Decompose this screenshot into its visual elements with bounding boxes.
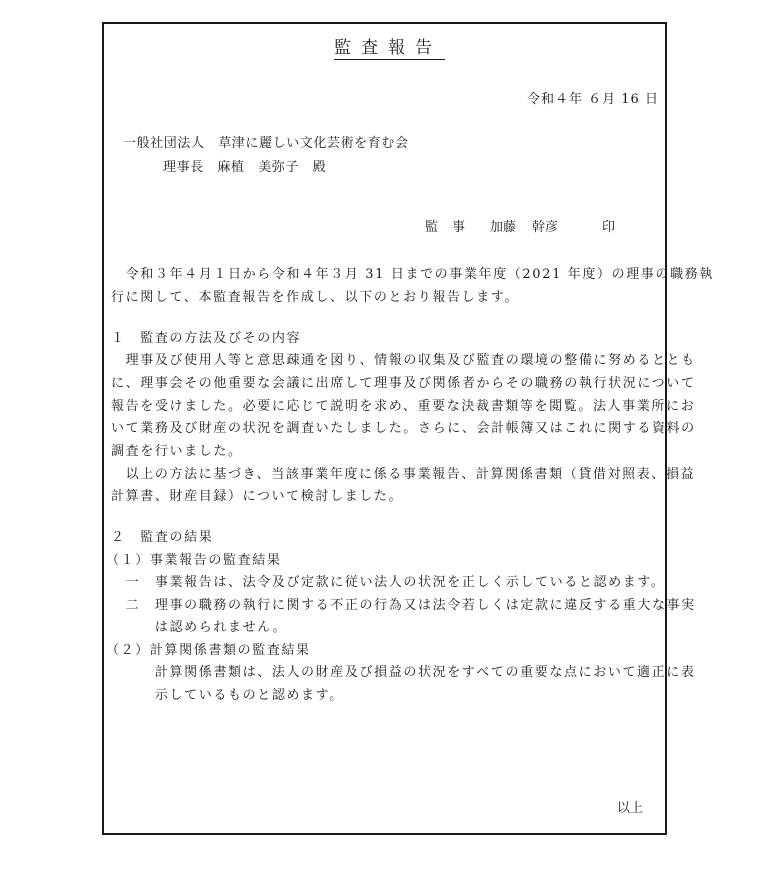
section-1-line: 理事及び使用人等と意思疎通を図り、情報の収集及び監査の環境の整備に努めるととも: [111, 353, 696, 368]
document-title: 監査報告: [334, 38, 442, 58]
signatory-given-name: 幹彦: [532, 220, 559, 235]
signatory-role-char-2: 事: [452, 220, 466, 235]
section-2-heading: ２ 監査の結果: [111, 530, 214, 545]
section-1-line: いて業務及び財産の状況を調査いたしました。さらに、会計帳簿又はこれに関する資料の: [111, 421, 696, 436]
report-date: 令和４年 ６月 16 日: [527, 92, 659, 107]
signatory-role-char-1: 監: [425, 220, 439, 235]
intro-line: 行に関して、本監査報告を作成し、以下のとおり報告します。: [111, 290, 520, 305]
addressee-organization: 一般社団法人 草津に麗しい文化芸術を育む会: [123, 136, 409, 151]
section-1-line: に、理事会その他重要な会議に出席して理事及び関係者からその職務の執行状況について: [111, 376, 696, 391]
title-underline: [334, 59, 445, 60]
seal-mark: 印: [602, 220, 616, 235]
section-1-heading: １ 監査の方法及びその内容: [111, 331, 302, 346]
subsection-2-line: 示しているものと認めます。: [111, 688, 344, 703]
section-1-line: 計算書、財産目録）について検討しました。: [111, 489, 404, 504]
section-1-line: 以上の方法に基づき、当該事業年度に係る事業報告、計算関係書類（貸借対照表、損益: [111, 467, 696, 482]
signatory-surname: 加藤: [490, 220, 517, 235]
subsection-1-heading: （１）事業報告の監査結果: [106, 553, 282, 568]
subsection-2-line: 計算関係書類は、法人の財産及び損益の状況をすべての重要な点において適正に表: [111, 665, 696, 680]
addressee-recipient: 理事長 麻植 美弥子 殿: [163, 160, 327, 175]
subsection-1-item: 一 事業報告は、法令及び定款に従い法人の状況を正しく示していると認めます。: [111, 575, 666, 590]
section-1-line: 報告を受けました。必要に応じて説明を求め、重要な決裁書類等を閲覧。法人事業所にお: [111, 399, 696, 414]
intro-line: 令和３年４月１日から令和４年３月 31 日までの事業年度（2021 年度）の理事の職務執: [111, 267, 714, 282]
subsection-1-item: 二 理事の職務の執行に関する不正の行為又は法令若しくは定款に違反する重大な事実: [111, 598, 696, 613]
section-1-line: 調査を行いました。: [111, 444, 243, 459]
subsection-1-item: は認められません。: [111, 620, 288, 635]
subsection-2-heading: （２）計算関係書類の監査結果: [106, 643, 311, 658]
closing-remark: 以上: [617, 801, 644, 816]
